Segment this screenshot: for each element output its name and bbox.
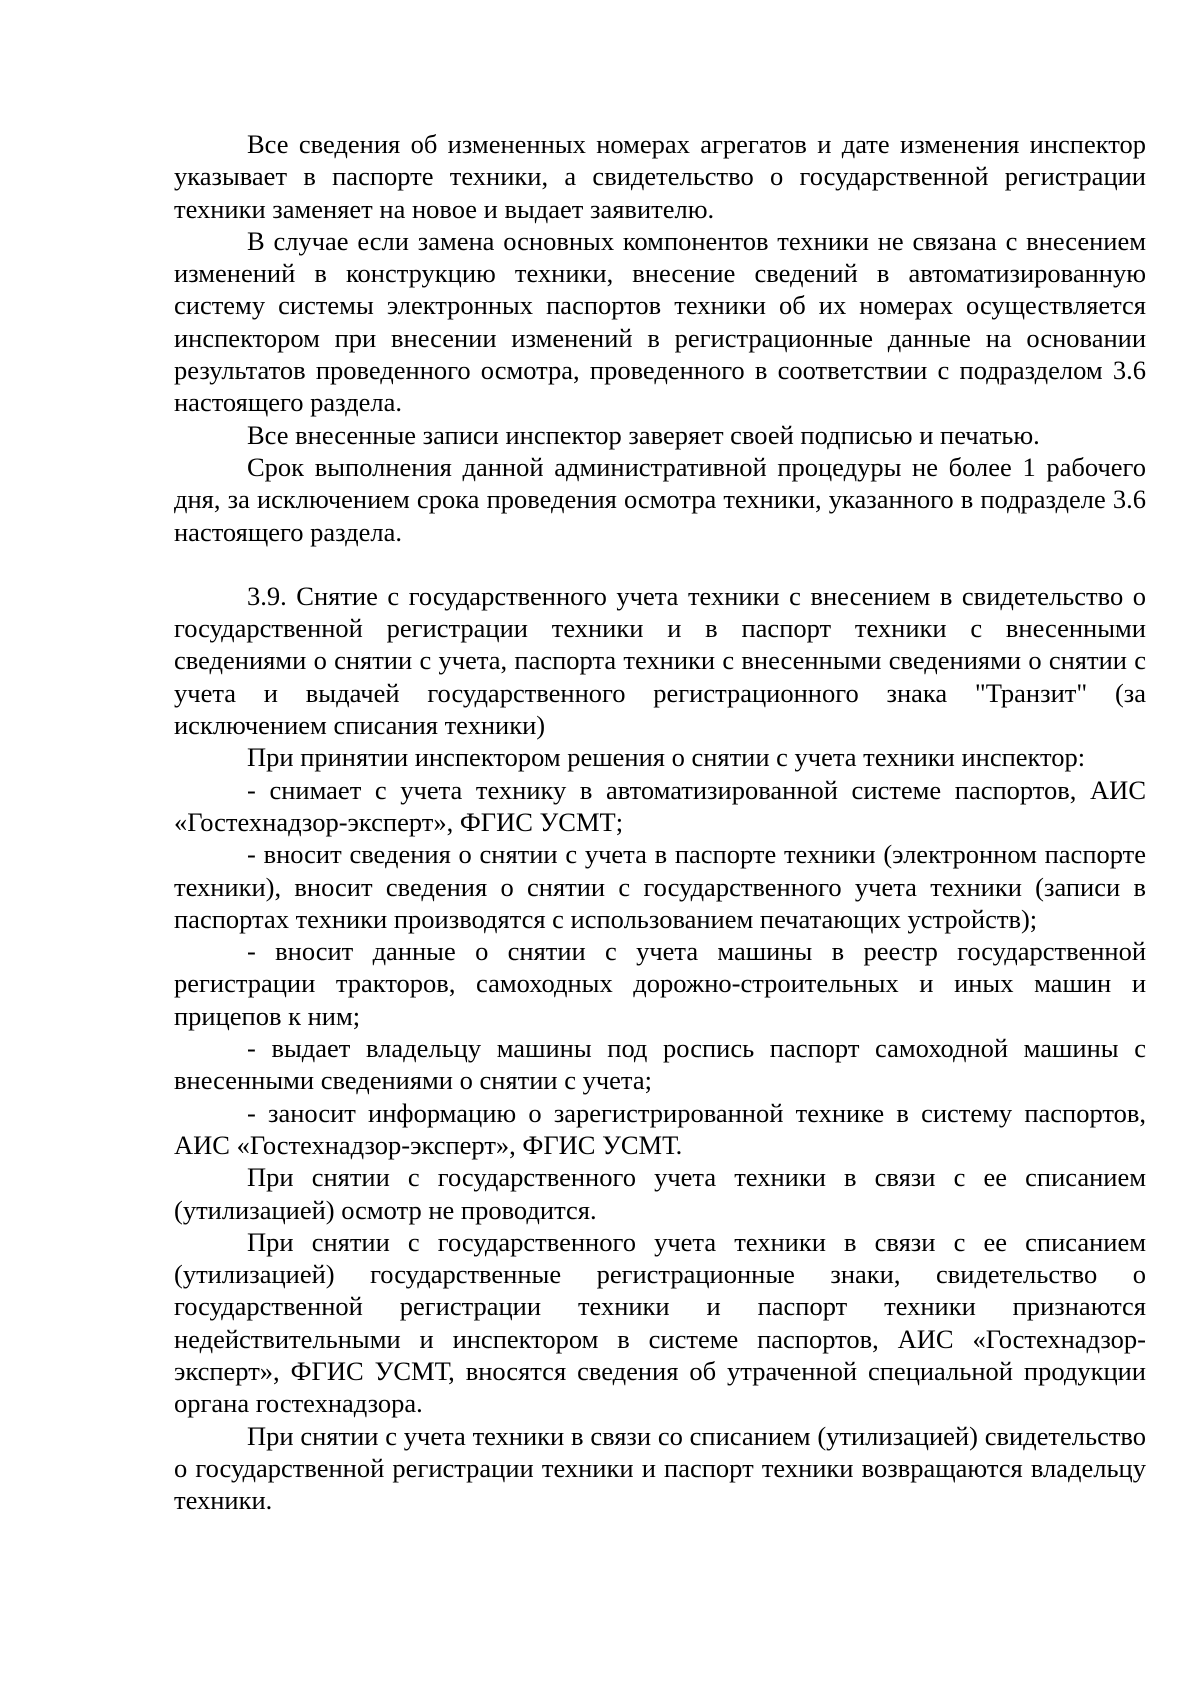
paragraph-procedure-deadline: Срок выполнения данной административной процедуры не более 1 рабочего дня, за исключением срока проведения осмотра техники, указанного в подразделе 3.6 настоящего раздела. — [174, 451, 1146, 547]
document-page — [174, 128, 1146, 1516]
paragraph-inspector-decision: При принятии инспектором решения о снятии с учета техники инспектор: — [247, 742, 1086, 773]
section-heading-3-9: 3.9. Снятие с государственного учета техники с внесением в свидетельство о государственной регистрации техники и в паспорт техники с внесенными сведениями о снятии с учета, паспорта техники с внесенными сведениями о снятии с учета и выдачей государственного регистрационного знака "Транзит" (за исключением списания техники) — [174, 580, 1146, 741]
list-item-registry-entry: - вносит данные о снятии с учета машины в реестр государственной регистрации тракторов, самоходных дорожно-строительных и иных машин и прицепов к ним; — [174, 936, 1146, 1031]
paragraph-unit-changes: Все сведения об измененных номерах агрегатов и дате изменения инспектор указывает в паспорте техники, а свидетельство о государственной регистрации техники заменяет на новое и выдает заявителю. — [174, 129, 1146, 224]
paragraph-no-inspection: При снятии с государственного учета техники в связи с ее списанием (утилизацией) осмотр не проводится. — [174, 1162, 1146, 1225]
list-item-deregister: - снимает с учета технику в автоматизированной системе паспортов, АИС «Гостехнадзор-эксперт», ФГИС УСМТ; — [174, 774, 1146, 837]
paragraph-invalidation: При снятии с государственного учета техники в связи с ее списанием (утилизацией) государственные регистрационные знаки, свидетельство о государственной регистрации техники и паспорт техники признаются недействительными и инспектором в системе паспортов, АИС «Гостехнадзор-эксперт», ФГИС УСМТ, вносятся сведения об утраченной специальной продукции органа гостехнадзора. — [174, 1226, 1146, 1419]
list-item-issue-passport: - выдает владельцу машины под роспись паспорт самоходной машины с внесенными сведениями о снятии с учета; — [174, 1033, 1146, 1096]
list-item-passport-entry: - вносит сведения о снятии с учета в паспорте техники (электронном паспорте техники), вносит сведения о снятии с государственного учета техники (записи в паспортах техники производятся с использованием печатающих устройств); — [174, 839, 1146, 934]
list-item-enter-information: - заносит информацию о зарегистрированной технике в систему паспортов, АИС «Гостехнадзор-эксперт», ФГИС УСМТ. — [174, 1097, 1146, 1160]
paragraph-component-replacement: В случае если замена основных компонентов техники не связана с внесением изменений в конструкцию техники, внесение сведений в автоматизированную систему системы электронных паспортов техники об их номерах осуществляется инспектором при внесении изменений в регистрационные данные на основании результатов проведенного осмотра, проведенного в соответствии с подразделом 3.6 настоящего раздела. — [174, 225, 1146, 418]
paragraph-records-certification: Все внесенные записи инспектор заверяет своей подписью и печатью. — [247, 419, 1040, 450]
paragraph-documents-returned: При снятии с учета техники в связи со списанием (утилизацией) свидетельство о государственной регистрации техники и паспорт техники возвращаются владельцу техники. — [174, 1420, 1146, 1516]
